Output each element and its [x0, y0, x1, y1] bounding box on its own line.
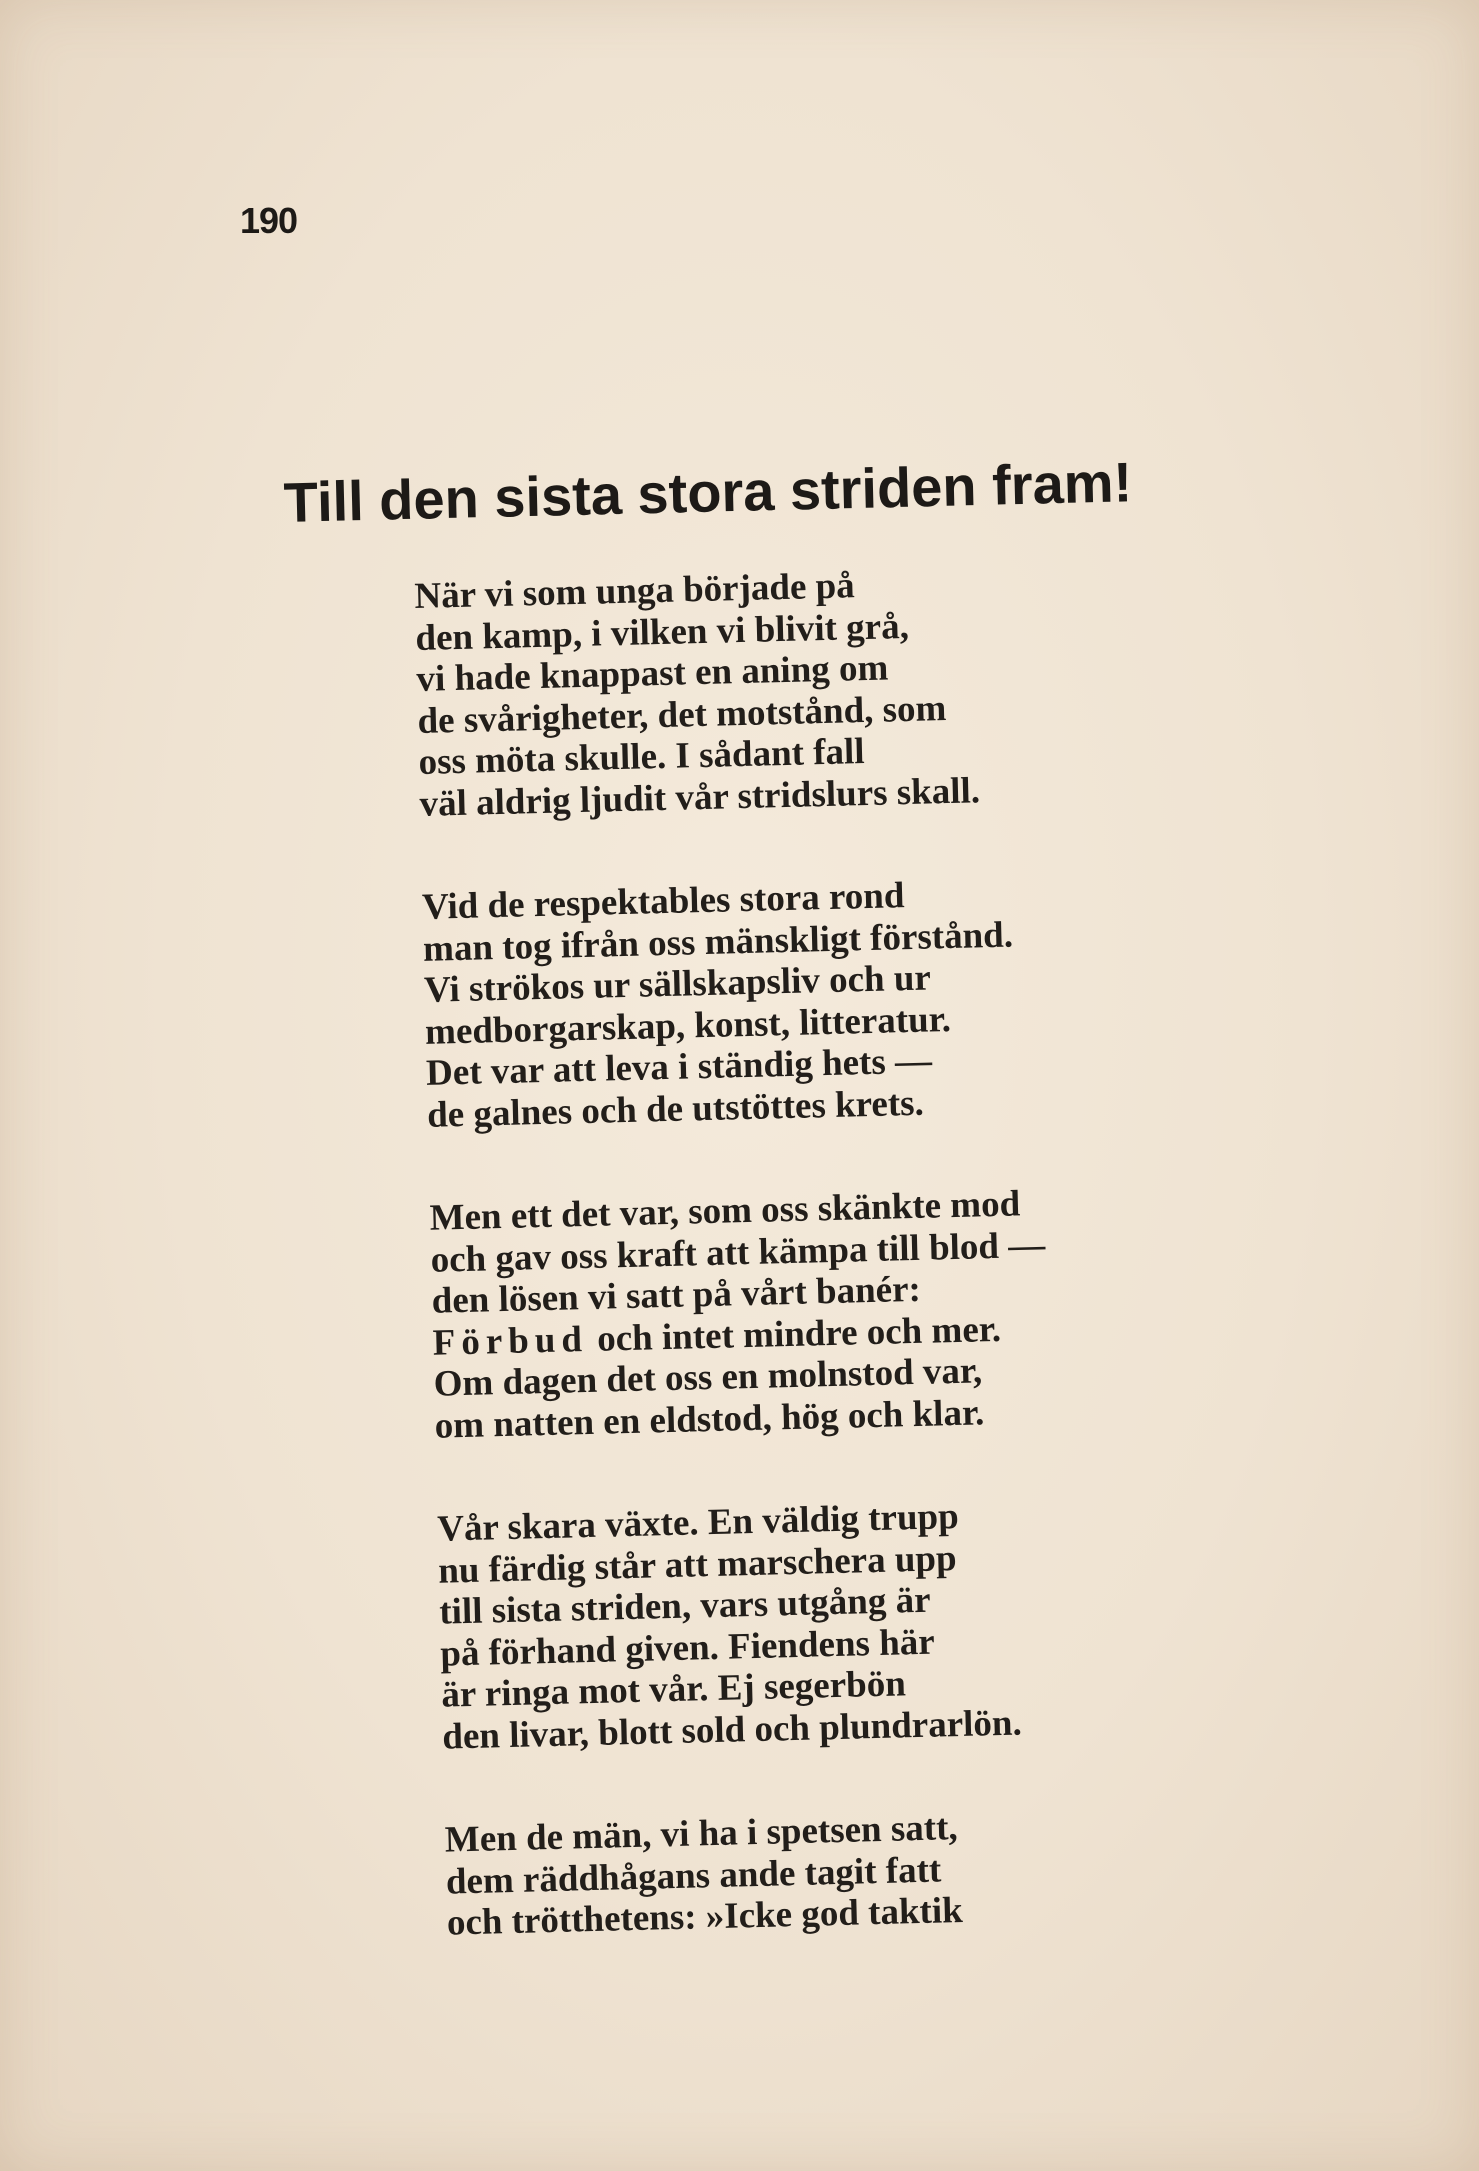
poem-line: är ringa mot vår. Ej segerbön — [440, 1663, 907, 1716]
poem-line: den livar, blott sold och plundrarlön. — [441, 1702, 1023, 1758]
stanza-3 — [429, 1176, 1335, 1447]
stanza-2 — [422, 865, 1328, 1136]
poem-line: Det var att leva i ständig hets — — [425, 1040, 933, 1094]
poem-line: Om dagen det oss en molnstod var, — [433, 1350, 983, 1405]
stanza-4 — [437, 1487, 1343, 1758]
poem-title: Till den sista stora striden fram! — [283, 450, 1133, 534]
poem-line: de galnes och de utstöttes krets. — [426, 1082, 925, 1136]
poem-line: Men de män, vi ha i spetsen satt, — [444, 1807, 959, 1861]
poem-body — [414, 554, 1349, 2006]
poem-line: till sista striden, vars utgång är — [438, 1579, 931, 1633]
poem-line: de svårigheter, det motstånd, som — [417, 687, 947, 742]
poem-line: medborgarskap, konst, litteratur. — [424, 998, 952, 1053]
stanza-5 — [444, 1798, 1347, 1944]
page-number: 190 — [240, 200, 298, 241]
poem-line-rest: och intet mindre och mer. — [596, 1308, 1002, 1360]
poem-line: oss möta skulle. I sådant fall — [418, 731, 866, 783]
poem-line: dem räddhågans ande tagit fatt — [445, 1849, 942, 1903]
poem-line: Vår skara växte. En väldig trupp — [436, 1495, 960, 1550]
poem-line: Vid de respektables stora rond — [421, 875, 905, 928]
poem-line: och gav oss kraft att kämpa till blod — — [430, 1224, 1046, 1281]
poem-line: Men ett det var, som oss skänkte mod — [429, 1183, 1021, 1239]
poem-line: om natten en eldstod, hög och klar. — [434, 1391, 985, 1447]
poem-line: väl aldrig ljudit vår stridslurs skall. — [419, 769, 981, 825]
poem-line: den lösen vi satt på vårt banér: — [431, 1268, 922, 1322]
poem-line: När vi som unga började på — [414, 565, 856, 617]
poem-line: och trötthetens: »Icke god taktik — [446, 1889, 964, 1944]
poem-line: vi hade knappast en aning om — [416, 647, 889, 700]
spaced-word: Förbud — [432, 1318, 589, 1364]
poem-line: nu färdig står att marschera upp — [437, 1537, 957, 1592]
poem-line: man tog ifrån oss mänskligt förstånd. — [422, 913, 1014, 970]
stanza-1 — [414, 554, 1320, 825]
poem-line: på förhand given. Fiendens här — [439, 1621, 936, 1675]
poem-line: Vi strökos ur sällskapsliv och ur — [423, 957, 932, 1011]
poem-line: den kamp, i vilken vi blivit grå, — [415, 605, 910, 659]
